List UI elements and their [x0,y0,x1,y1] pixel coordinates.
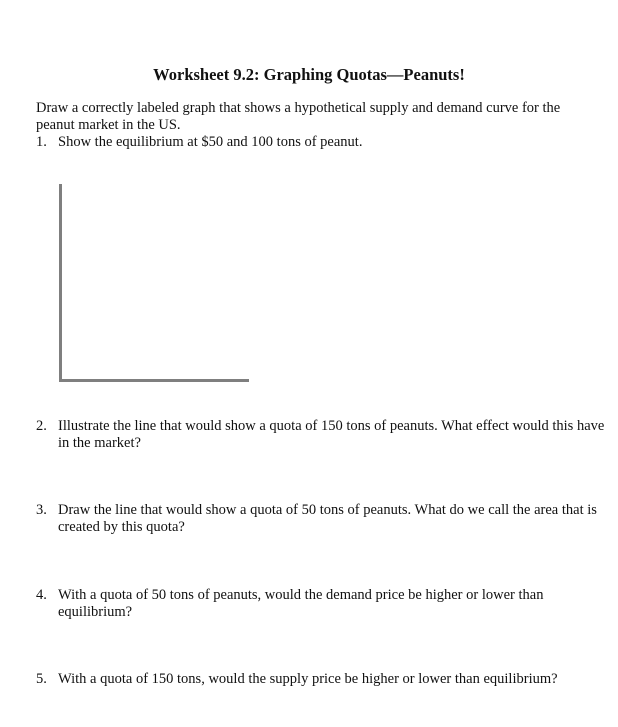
question-text: With a quota of 50 tons of peanuts, would the demand price be higher or lower than equilibrium? [58,587,544,620]
worksheet-title: Worksheet 9.2: Graphing Quotas—Peanuts! [153,65,465,84]
graph-x-axis [59,379,249,382]
question-number: 2. [36,418,47,434]
question-2 [36,418,608,452]
question-1 [36,134,608,151]
question-text: Show the equilibrium at $50 and 100 tons of peanut. [58,134,363,150]
question-4 [36,587,608,621]
question-text: Illustrate the line that would show a quota of 150 tons of peanuts. What effect would this have in the market? [58,418,605,451]
question-3 [36,502,608,536]
question-5 [36,671,608,688]
question-number: 1. [36,134,47,150]
question-number: 4. [36,587,47,603]
question-number: 3. [36,502,47,518]
question-number: 5. [36,671,47,687]
intro-instructions: Draw a correctly labeled graph that shows a hypothetical supply and demand curve for the peanut market in the US. [36,100,561,133]
question-text: Draw the line that would show a quota of 50 tons of peanuts. What do we call the area that is created by this quota? [58,502,597,535]
question-text: With a quota of 150 tons, would the supply price be higher or lower than equilibrium? [58,671,558,687]
graph-y-axis [59,184,62,382]
